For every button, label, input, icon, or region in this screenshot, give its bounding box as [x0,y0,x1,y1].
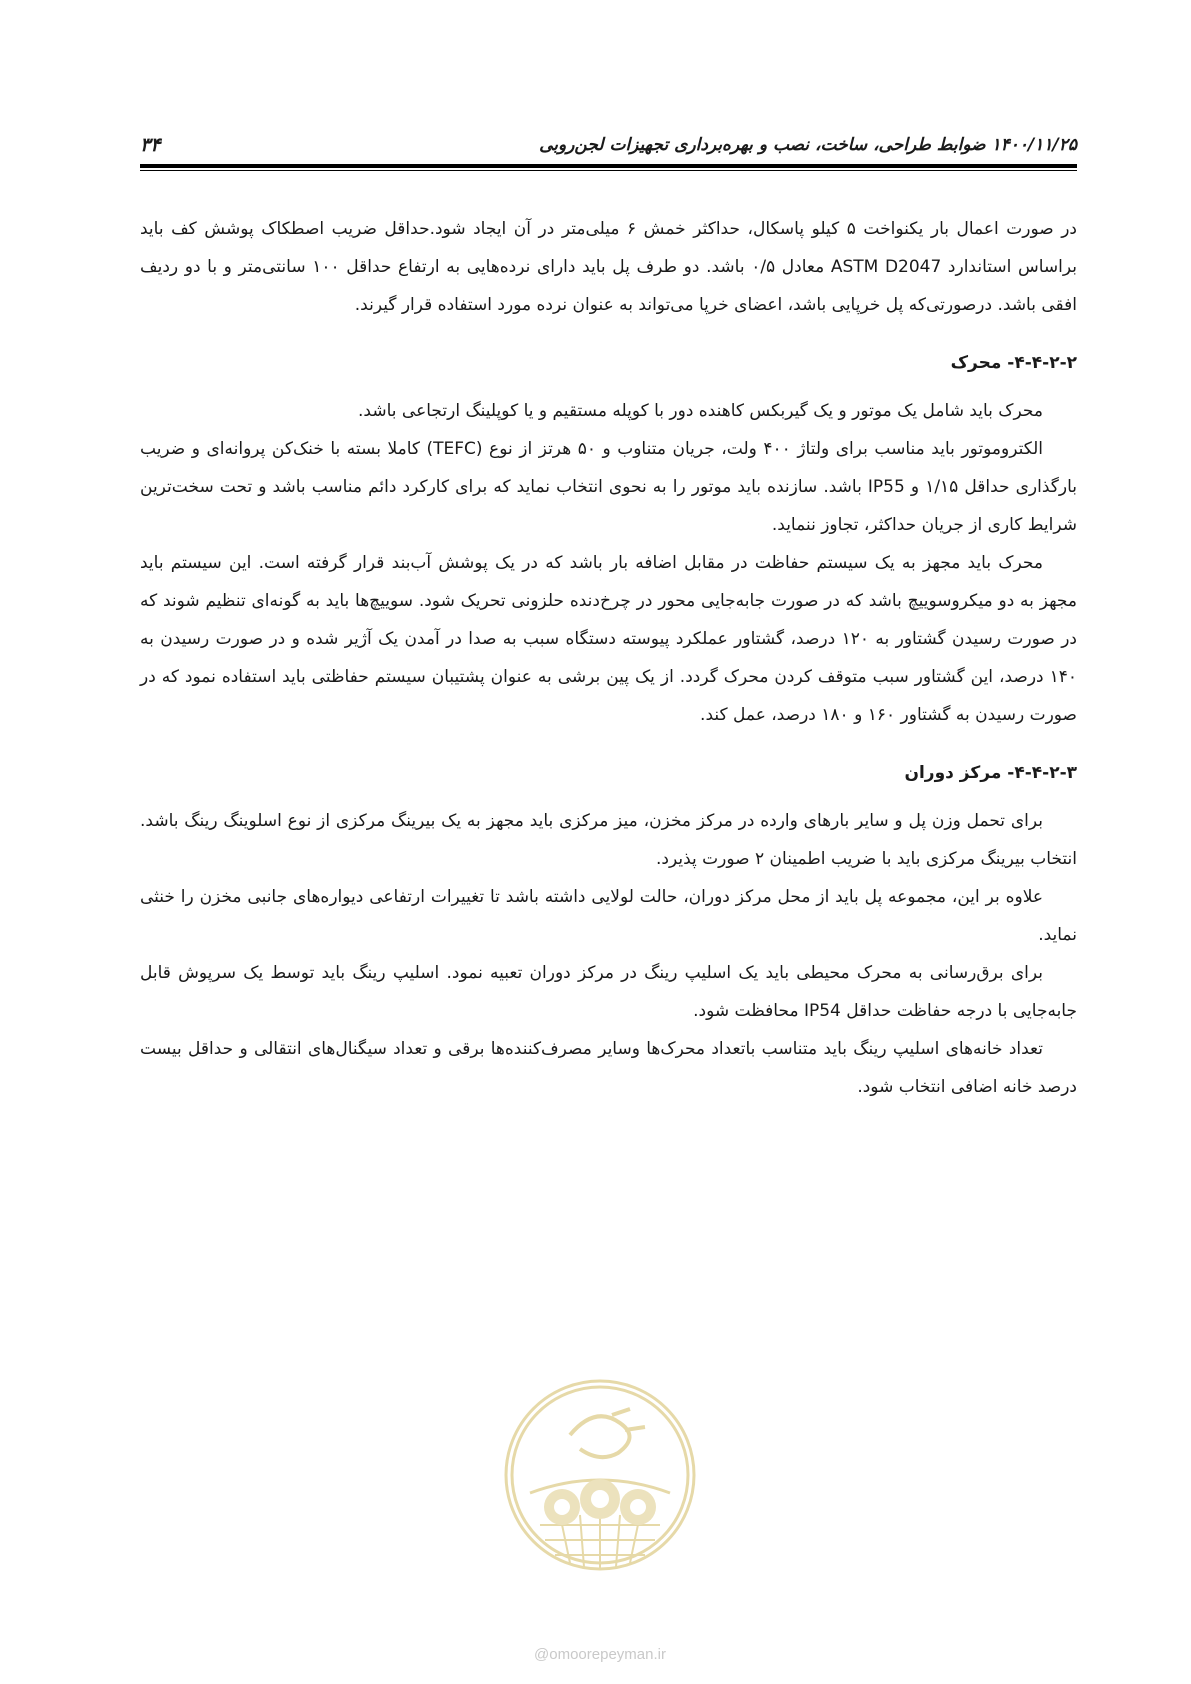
page-header [140,128,1077,162]
paragraph-hinge: علاوه بر این، مجموعه پل باید از محل مرکز دوران، حالت لولایی داشته باشد تا تغییرات ارتفاعی دیواره‌های جانبی مخزن را خنثی نماید. [140,887,1077,945]
page-body [140,210,1077,1106]
paragraph-slip-ring-cells: تعداد خانه‌های اسلیپ رینگ باید متناسب باتعداد محرک‌ها وسایر مصرف‌کننده‌ها برقی و تعداد سیگنال‌های انتقالی و حداقل بیست درصد خانه اضافی انتخاب شود. [140,1039,1077,1097]
paragraph-deck-spec: در صورت اعمال بار یکنواخت ۵ کیلو پاسکال، حداکثر خمش ۶ میلی‌متر در آن ایجاد شود.حداقل ضریب اصطکاک پوشش کف باید براساس استاندارد ASTM D2047 معادل ۰/۵ باشد. دو طرف پل باید دارای نرده‌هایی به ارتفاع حداقل ۱۰۰ سانتی‌متر و با دو ردیف افقی باشد. درصورتی‌که پل خرپایی باشد، اعضای خرپا می‌تواند به عنوان نرده مورد استفاده قرار گیرند. [140,219,1077,315]
watermark-url: @omoorepeyman.ir [534,1646,666,1663]
paragraph-electromotor: الکتروموتور باید مناسب برای ولتاژ ۴۰۰ ولت، جریان متناوب و ۵۰ هرتز از نوع (TEFC) کاملا بسته با خنک‌کن پروانه‌ای و ضریب بارگذاری حداقل ۱/۱۵ و IP55 باشد. سازنده باید موتور را به نحوی انتخاب نماید که برای کارکرد دائم مناسب باشد و تحت سخت‌ترین شرایط کاری از جریان حداکثر، تجاوز ننماید. [140,439,1077,535]
watermark-logo [500,1375,700,1575]
page-number: ۳۴ [140,134,161,156]
section-heading-drive: ۴-۴-۲-۲- محرک [950,353,1077,373]
header-title: ۱۴۰۰/۱۱/۲۵ ضوابط طراحی، ساخت، نصب و بهره‌برداری تجهیزات لجن‌روبی [539,135,1077,155]
paragraph-overload-protection: محرک باید مجهز به یک سیستم حفاظت در مقابل اضافه بار باشد که در یک پوشش آب‌بند قرار گرفته است. این سیستم باید مجهز به دو میکروسوییچ باشد که در صورت جابه‌جایی محور در چرخ‌دنده حلزونی تحریک شود. سوییچ‌ها باید به گونه‌ای تنظیم شوند که در صورت رسیدن گشتاور به ۱۲۰ درصد، گشتاور عملکرد پیوسته دستگاه سبب به صدا در آمدن یک آژیر شده و در صورت رسیدن به ۱۴۰ درصد، این گشتاور سبب متوقف کردن محرک گردد. از یک پین برشی به عنوان پشتیبان سیستم حفاظتی باید استفاده نمود که در صورت رسیدن به گشتاور ۱۶۰ و ۱۸۰ درصد، عمل کند. [140,553,1078,725]
header-rule-thick [140,164,1077,168]
header-rule-thin [140,170,1077,171]
paragraph-slip-ring: برای برق‌رسانی به محرک محیطی باید یک اسلیپ رینگ در مرکز دوران تعبیه نمود. اسلیپ رینگ باید توسط یک سرپوش قابل جابه‌جایی با درجه حفاظت حداقل IP54 محافظت شود. [140,963,1077,1021]
section-heading-center-pivot: ۴-۴-۲-۳- مرکز دوران [904,763,1077,783]
paragraph-drive-intro: محرک باید شامل یک موتور و یک گیربکس کاهنده دور با کوپله مستقیم و یا کوپلینگ ارتجاعی باشد. [358,401,1043,421]
paragraph-center-bearing: برای تحمل وزن پل و سایر بارهای وارده در مرکز مخزن، میز مرکزی باید مجهز به یک بیرینگ مرکزی از نوع اسلوینگ رینگ باشد. انتخاب بیرینگ مرکزی باید با ضریب اطمینان ۲ صورت پذیرد. [140,811,1077,869]
